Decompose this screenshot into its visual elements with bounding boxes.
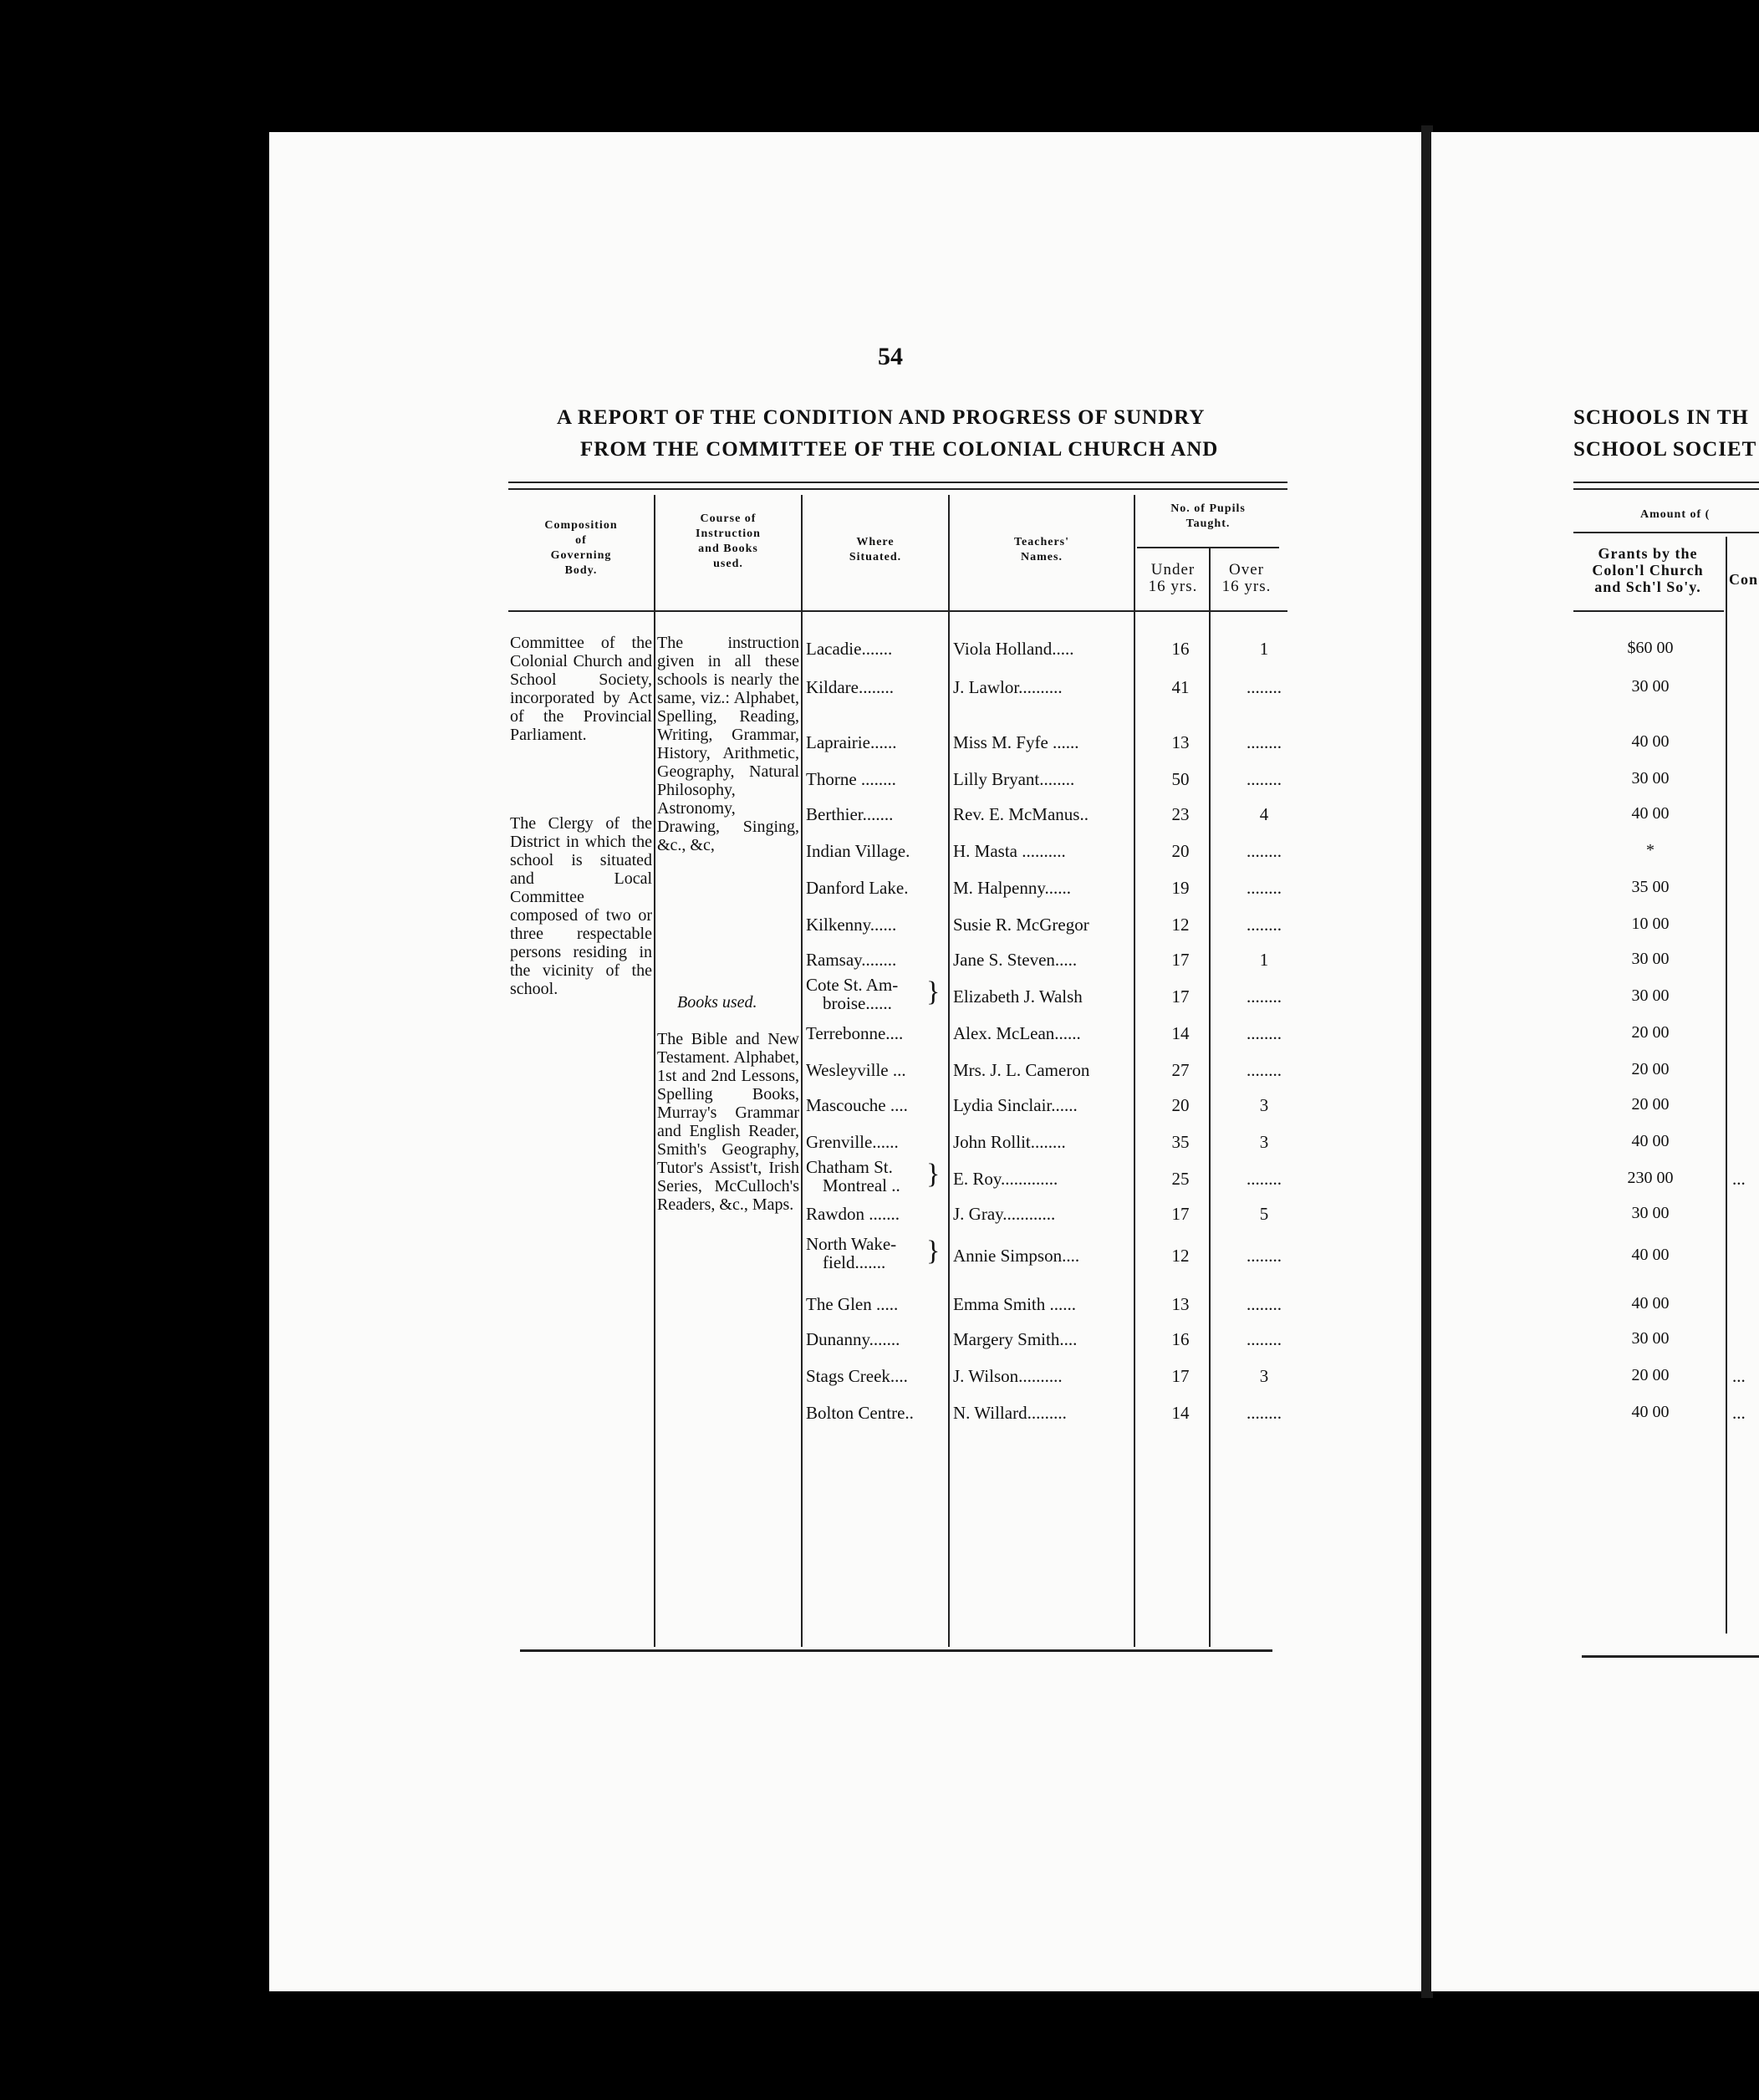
row-grant: 10 00 (1631, 915, 1670, 933)
row-teacher: E. Roy............. (953, 1169, 1058, 1189)
row-grant: $60 00 (1627, 639, 1674, 657)
row-teacher: Jane S. Steven..... (953, 950, 1078, 970)
right-top-rule (1573, 482, 1759, 483)
row-place: The Glen ..... (806, 1294, 899, 1314)
row-teacher: John Rollit........ (953, 1132, 1066, 1152)
title-line-2: FROM THE COMMITTEE OF THE COLONIAL CHURCH AND (580, 438, 1219, 461)
page-number: 54 (878, 343, 903, 370)
top-rule-2 (508, 488, 1287, 490)
col-divider-4 (1134, 495, 1135, 1647)
row-place-cont: field....... (823, 1252, 886, 1272)
row-under: 35 (1171, 1132, 1190, 1152)
row-under: 23 (1171, 804, 1190, 824)
row-grant: 20 00 (1631, 1095, 1670, 1114)
header-under: Under 16 yrs. (1148, 561, 1198, 595)
row-place: Stags Creek.... (806, 1366, 908, 1386)
row-grant: * (1646, 841, 1654, 859)
composition-text-1: Committee of the Colonial Church and School Society, incorporated by Act of the Provincial Parliament. (510, 634, 652, 744)
row-over: 5 (1259, 1204, 1269, 1224)
row-under: 14 (1171, 1403, 1190, 1423)
header-rule (508, 610, 1287, 612)
row-place: Bolton Centre.. (806, 1403, 914, 1423)
row-under: 17 (1171, 950, 1190, 970)
row-over: ........ (1247, 1023, 1282, 1043)
row-extra: ... (1732, 1403, 1746, 1423)
row-teacher: Margery Smith.... (953, 1329, 1078, 1349)
row-teacher: Alex. McLean...... (953, 1023, 1081, 1043)
row-extra: ... (1732, 1169, 1746, 1189)
row-over: ........ (1247, 677, 1282, 697)
row-teacher: Lilly Bryant........ (953, 769, 1075, 789)
row-over: ........ (1247, 1329, 1282, 1349)
row-place-cont: Montreal .. (823, 1175, 900, 1195)
row-over: 4 (1259, 804, 1269, 824)
row-grant: 40 00 (1631, 1246, 1670, 1264)
row-place: Grenville...... (806, 1132, 899, 1152)
header-teachers: Teachers' Names. (1013, 536, 1070, 563)
composition-text-2: The Clergy of the District in which the school is situated and Local Committee composed of two or three respectable persons residing in the vicinity of the school. (510, 814, 652, 998)
row-over: ........ (1247, 1169, 1282, 1189)
row-place: Danford Lake. (806, 878, 909, 898)
brace-mark: } (926, 976, 941, 1007)
col-divider-5 (1209, 548, 1211, 1647)
row-over: ........ (1247, 1060, 1282, 1080)
row-place: Kildare........ (806, 677, 894, 697)
row-grant: 40 00 (1631, 1132, 1670, 1150)
header-where: Where Situated. (849, 536, 902, 563)
row-place: North Wake- (806, 1234, 897, 1254)
row-place: Thorne ........ (806, 769, 896, 789)
row-over: ........ (1247, 986, 1282, 1007)
row-teacher: J. Lawlor.......... (953, 677, 1063, 697)
row-over: ........ (1247, 1246, 1282, 1266)
row-grant: 40 00 (1631, 1294, 1670, 1312)
row-place: Lacadie....... (806, 639, 893, 659)
row-under: 12 (1171, 1246, 1190, 1266)
row-over: ........ (1247, 915, 1282, 935)
row-grant: 230 00 (1627, 1169, 1674, 1187)
right-header-rule (1573, 610, 1724, 612)
row-under: 13 (1171, 732, 1190, 752)
row-grant: 30 00 (1631, 677, 1670, 696)
header-grants: Grants by the Colon'l Church and Sch'l So'y. (1592, 545, 1704, 595)
row-teacher: Lydia Sinclair...... (953, 1095, 1078, 1115)
row-over: ........ (1247, 732, 1282, 752)
row-place: Wesleyville ... (806, 1060, 906, 1080)
row-under: 17 (1171, 1204, 1190, 1224)
row-teacher: M. Halpenny...... (953, 878, 1071, 898)
course-books-heading: Books used. (677, 993, 757, 1012)
row-place: Indian Village. (806, 841, 910, 861)
row-over: 1 (1259, 950, 1269, 970)
row-teacher: H. Masta .......... (953, 841, 1066, 861)
row-grant: 30 00 (1631, 1204, 1670, 1222)
row-over: ........ (1247, 841, 1282, 861)
row-under: 20 (1171, 1095, 1190, 1115)
row-under: 16 (1171, 1329, 1190, 1349)
row-grant: 20 00 (1631, 1366, 1670, 1384)
col-divider-2 (801, 495, 803, 1647)
right-amount-rule (1573, 532, 1759, 533)
row-extra: ... (1732, 1366, 1746, 1386)
row-grant: 30 00 (1631, 986, 1670, 1005)
title-line-1: A REPORT OF THE CONDITION AND PROGRESS OF SUNDRY (557, 406, 1206, 429)
col-divider-1 (654, 495, 655, 1647)
row-grant: 40 00 (1631, 732, 1670, 751)
row-grant: 20 00 (1631, 1060, 1670, 1078)
row-place-cont: broise...... (823, 993, 892, 1013)
right-top-rule-2 (1573, 488, 1759, 490)
row-place: Terrebonne.... (806, 1023, 904, 1043)
row-over: 1 (1259, 639, 1269, 659)
row-under: 41 (1171, 677, 1190, 697)
header-composition: Composition of Governing Body. (544, 519, 618, 577)
row-under: 25 (1171, 1169, 1190, 1189)
top-rule (508, 482, 1287, 483)
right-title-line-2: SCHOOL SOCIET (1573, 438, 1757, 461)
row-over: ........ (1247, 878, 1282, 898)
row-teacher: Annie Simpson.... (953, 1246, 1080, 1266)
row-teacher: Emma Smith ...... (953, 1294, 1076, 1314)
brace-mark: } (926, 1159, 941, 1190)
row-grant: 20 00 (1631, 1023, 1670, 1042)
row-grant: 40 00 (1631, 804, 1670, 823)
right-bottom-rule (1582, 1655, 1759, 1658)
row-grant: 30 00 (1631, 769, 1670, 788)
header-course: Course of Instruction and Books used. (696, 512, 761, 570)
row-teacher: J. Gray............ (953, 1204, 1056, 1224)
row-under: 14 (1171, 1023, 1190, 1043)
row-place: Ramsay........ (806, 950, 897, 970)
row-grant: 35 00 (1631, 878, 1670, 896)
row-over: 3 (1259, 1132, 1269, 1152)
row-place: Mascouche .... (806, 1095, 908, 1115)
row-teacher: Elizabeth J. Walsh (953, 986, 1083, 1007)
bottom-rule (520, 1649, 1272, 1652)
pupils-rule (1137, 547, 1279, 548)
right-col-divider (1726, 537, 1727, 1634)
row-grant: 30 00 (1631, 950, 1670, 968)
row-place: Kilkenny...... (806, 915, 897, 935)
row-under: 50 (1171, 769, 1190, 789)
row-place: Chatham St. (806, 1157, 893, 1177)
row-grant: 30 00 (1631, 1329, 1670, 1348)
brace-mark: } (926, 1236, 941, 1267)
row-over: 3 (1259, 1366, 1269, 1386)
row-teacher: J. Wilson.......... (953, 1366, 1063, 1386)
row-under: 19 (1171, 878, 1190, 898)
header-over: Over 16 yrs. (1221, 561, 1272, 595)
row-place: Berthier....... (806, 804, 894, 824)
row-under: 16 (1171, 639, 1190, 659)
row-teacher: Mrs. J. L. Cameron (953, 1060, 1090, 1080)
course-text-1: The instruction given in all these schools is nearly the same, viz.: Alphabet, Spelling, Reading, Writing, Grammar, History, Arithmetic, Geography, Natural Philosophy, Astronomy, Drawing, Singing, &c., &c, (657, 634, 799, 854)
course-text-2: The Bible and New Testament. Alphabet, 1st and 2nd Lessons, Spelling Books, Murray's Grammar and English Reader, Smith's Geography, Tutor's Assist't, Irish Series, McCulloch's Readers, &c., Maps. (657, 1030, 799, 1214)
row-under: 13 (1171, 1294, 1190, 1314)
row-over: 3 (1259, 1095, 1269, 1115)
row-over: ........ (1247, 769, 1282, 789)
row-place: Rawdon ....... (806, 1204, 900, 1224)
header-con: Con (1729, 571, 1759, 588)
row-under: 17 (1171, 1366, 1190, 1386)
row-teacher: Viola Holland..... (953, 639, 1074, 659)
row-under: 27 (1171, 1060, 1190, 1080)
row-place: Laprairie...... (806, 732, 897, 752)
row-under: 20 (1171, 841, 1190, 861)
row-teacher: Miss M. Fyfe ...... (953, 732, 1079, 752)
header-pupils: No. of Pupils Taught. (1170, 502, 1246, 530)
right-title-line-1: SCHOOLS IN TH (1573, 406, 1749, 429)
row-under: 17 (1171, 986, 1190, 1007)
row-grant: 40 00 (1631, 1403, 1670, 1421)
row-over: ........ (1247, 1294, 1282, 1314)
row-under: 12 (1171, 915, 1190, 935)
row-teacher: N. Willard......... (953, 1403, 1067, 1423)
row-place: Cote St. Am- (806, 975, 899, 995)
header-amount: Amount of ( (1640, 508, 1711, 521)
row-teacher: Rev. E. McManus.. (953, 804, 1089, 824)
col-divider-3 (948, 495, 950, 1647)
row-teacher: Susie R. McGregor (953, 915, 1089, 935)
row-place: Dunanny....... (806, 1329, 900, 1349)
row-over: ........ (1247, 1403, 1282, 1423)
